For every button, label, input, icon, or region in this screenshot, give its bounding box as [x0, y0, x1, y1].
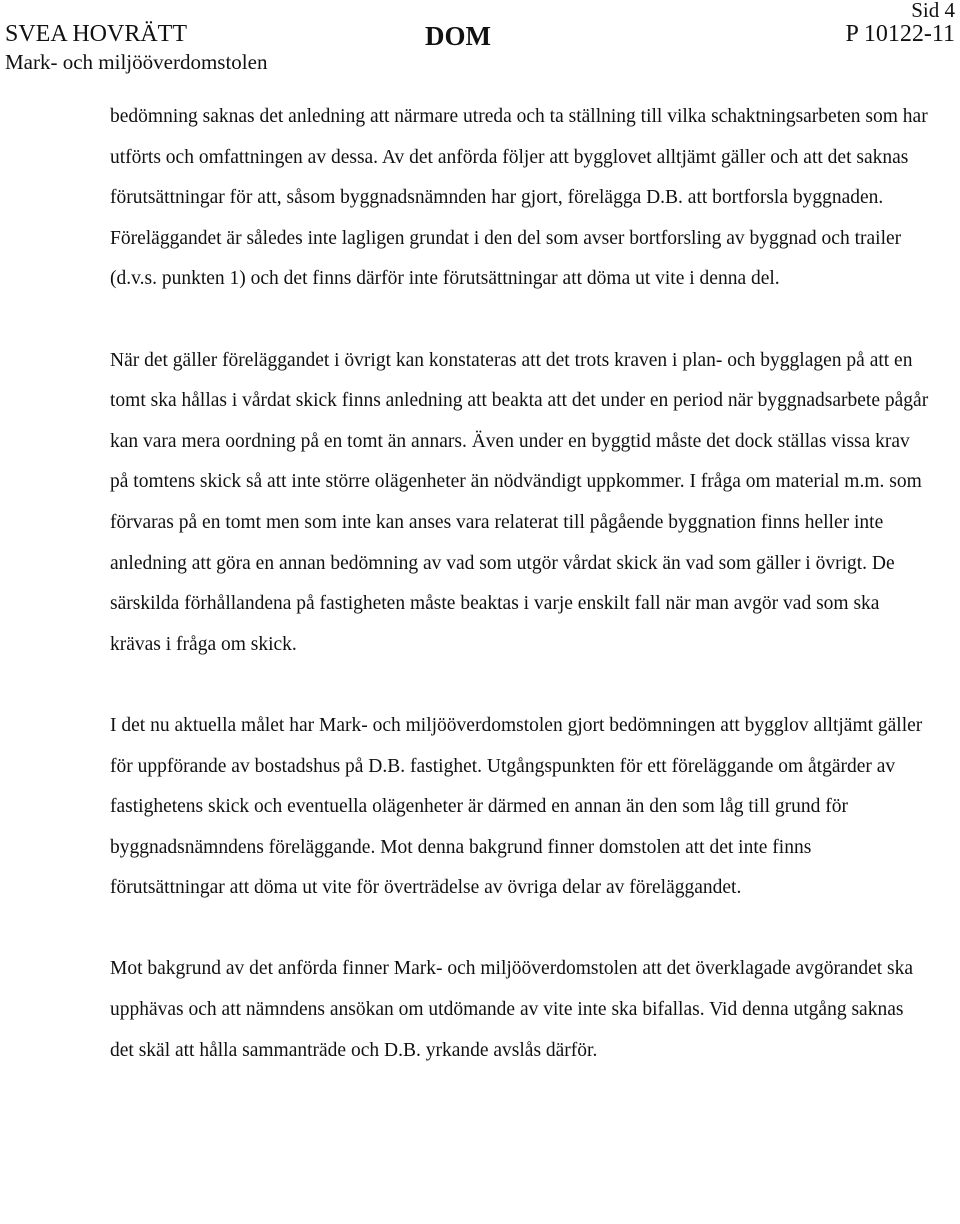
court-name: SVEA HOVRÄTT — [5, 21, 188, 47]
paragraph-3: I det nu aktuella målet har Mark- och miljööverdomstolen gjort bedömningen att bygglov alltjämt gäller för uppförande av bostadshus på D.B. fastighet. Utgångspunkten för ett föreläggande om åtgärder av fastighetens skick och eventuella olägenheter är därmed en annan än den som låg till grund för byggnadsnämndens föreläggande. Mot denna bakgrund finner domstolen att det inte finns förutsättningar att döma ut vite för överträdelse av övriga delar av föreläggandet. — [110, 714, 923, 899]
case-number: P 10122-11 — [845, 21, 955, 47]
paragraph-1: bedömning saknas det anledning att närmare utreda och ta ställning till vilka schaktningsarbeten som har utförts och omfattningen av dessa. Av det anförda följer att bygglovet alltjämt gäller och att det saknas förutsättningar för att, såsom byggnadsnämnden har gjort, förelägga D.B. att bortforsla byggnaden. Föreläggandet är således inte lagligen grundat i den del som avser bortforsling av byggnad och trailer (d.v.s. punkten 1) och det finns därför inte förutsättningar att döma ut vite i denna del. — [110, 106, 928, 290]
page-number: Sid 4 — [911, 0, 955, 22]
paragraph-4: Mot bakgrund av det anförda finner Mark- och miljööverdomstolen att det överklagade avgörandet ska upphävas och att nämndens ansökan om utdömande av vite inte ska bifallas. Vid denna utgång saknas det skäl att hålla sammanträde och D.B. yrkande avslås därför. — [110, 958, 914, 1061]
paragraph-2: När det gäller föreläggandet i övrigt kan konstateras att det trots kraven i plan- och bygglagen på att en tomt ska hållas i vårdat skick finns anledning att beakta att det under en period när byggnadsarbete pågår kan vara mera oordning på en tomt än annars. Även under en byggtid måste det dock ställas vissa krav på tomtens skick så att inte större olägenheter än nödvändigt uppkommer. I fråga om material m.m. som förvaras på en tomt men som inte kan anses vara relaterat till pågående byggnation finns heller inte anledning att göra en annan bedömning av vad som utgör vårdat skick än vad som gäller i övrigt. De särskilda förhållandena på fastigheten måste beaktas i varje enskilt fall när man avgör vad som ska krävas i fråga om skick. — [110, 349, 929, 655]
court-division: Mark- och miljööverdomstolen — [5, 50, 268, 74]
page-header — [0, 0, 960, 80]
document-type: DOM — [425, 21, 491, 51]
document-body — [110, 97, 930, 1071]
